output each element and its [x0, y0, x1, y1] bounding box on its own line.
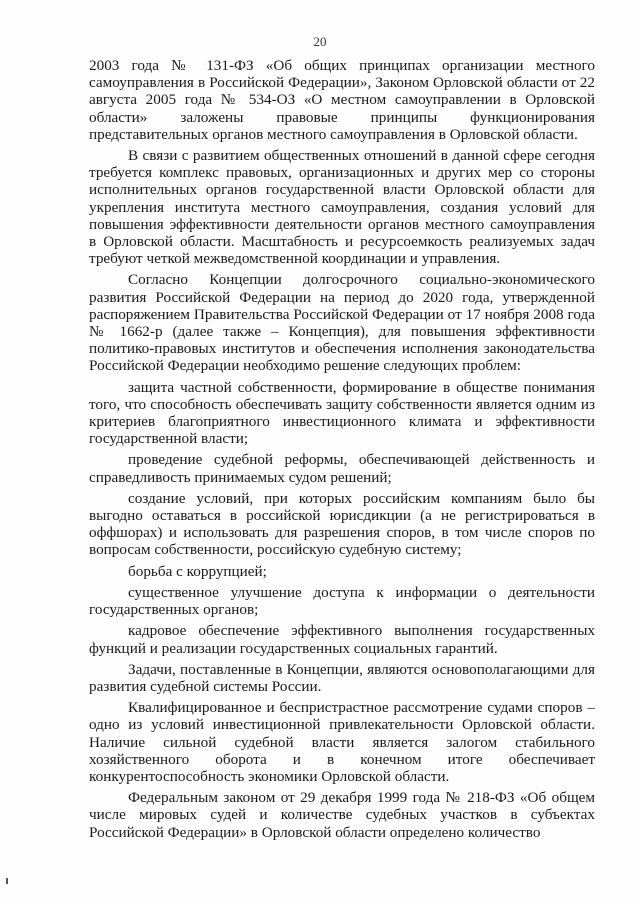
- list-item-paragraph: проведение судебной реформы, обеспечивающей действенность и справедливость принимаемых судом решений;: [89, 451, 595, 486]
- paragraph: Квалифицированное и беспристрастное рассмотрение судами споров – одно из условий инвестиционной привлекательности Орловской области. Наличие сильной судебной власти является залогом стабильного хозяйственного оборота и в конечном итоге обеспечивает конкурентоспособность экономики Орловской области.: [89, 699, 595, 785]
- document-body: [89, 57, 595, 841]
- list-item-paragraph: существенное улучшение доступа к информации о деятельности государственных органов;: [89, 583, 595, 619]
- page-number: 20: [313, 34, 327, 49]
- scan-edge-mark: [6, 878, 8, 884]
- paragraph: 2003 года № 131-ФЗ «Об общих принципах организации местного самоуправления в Российской Федерации», Законом Орловской области от 22 августа 2005 года № 534-ОЗ «О местном самоуправлении в Орловской области» заложены правовые принципы функционирования представительных органов местного самоуправления в Орловской области.: [89, 57, 595, 143]
- list-item-paragraph: борьба с коррупцией;: [128, 562, 267, 580]
- list-item-paragraph: защита частной собственности, формирование в обществе понимания того, что способность обеспечивать защиту собственности является одним из критериев благоприятного инвестиционного климата и эффективности государственной власти;: [89, 378, 595, 448]
- paragraph: В связи с развитием общественных отношений в данной сфере сегодня требуется комплекс правовых, организационных и других мер со стороны исполнительных органов государственной власти Орловской области для укрепления института местного самоуправления, создания условий для повышения эффективности деятельности органов местного самоуправления в Орловской области. Масштабность и ресурсоемкость реализуемых задач требуют четкой межведомственной координации и управления.: [89, 147, 595, 268]
- paragraph: Федеральным законом от 29 декабря 1999 года № 218-ФЗ «Об общем числе мировых судей и количестве судебных участков в субъектах Российской Федерации» в Орловской области определено количество: [89, 789, 595, 841]
- paragraph: Согласно Концепции долгосрочного социально-экономического развития Российской Федерации на период до 2020 года, утвержденной распоряжением Правительства Российской Федерации от 17 ноября 2008 года № 1662-р (далее также – Концепция), для повышения эффективности политико-правовых институтов и обеспечения исполнения законодательства Российской Федерации необходимо решение следующих проблем:: [89, 271, 595, 375]
- list-item-paragraph: создание условий, при которых российским компаниям было бы выгодно оставаться в российской юрисдикции (а не регистрироваться в оффшорах) и использовать для разрешения споров, в том числе споров по вопросам собственности, российскую судебную систему;: [89, 489, 595, 559]
- paragraph: Задачи, поставленные в Концепции, являются основополагающими для развития судебной системы России.: [89, 660, 595, 695]
- list-item-paragraph: кадровое обеспечение эффективного выполнения государственных функций и реализации государственных социальных гарантий.: [89, 622, 595, 657]
